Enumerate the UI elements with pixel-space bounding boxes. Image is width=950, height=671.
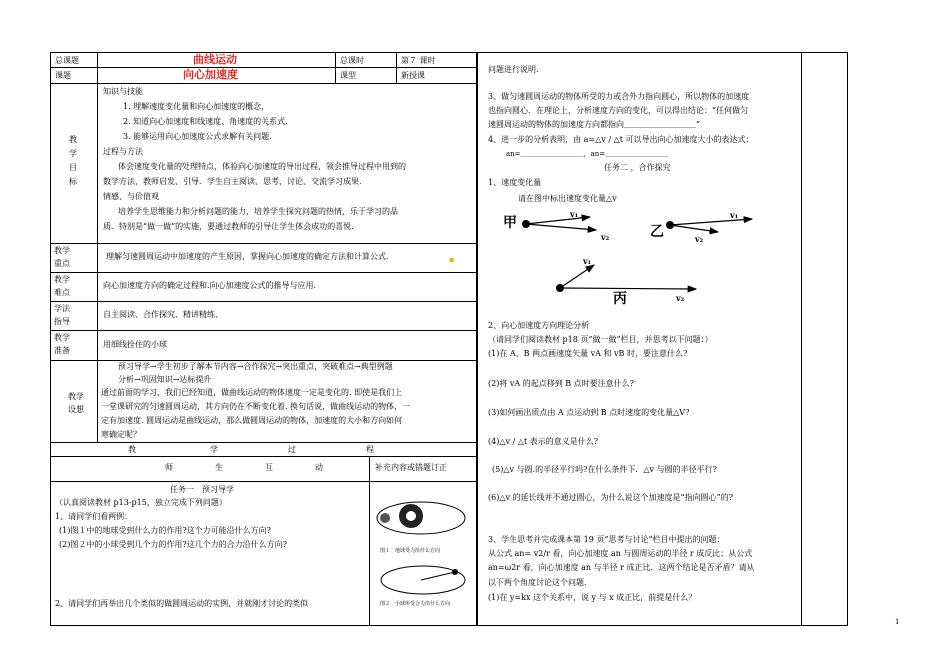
label-jia: 甲 (503, 215, 517, 231)
label-yi: 乙 (650, 224, 664, 240)
label-bing-v1: v₁ (583, 256, 592, 266)
difficulty-text: 向心加速度方向的确定过程和.向心加速度公式的推导与应用. (103, 281, 317, 290)
task1-title: 任务一 预习导学 (170, 485, 234, 494)
notes-header: 补充内容或错题订正 (375, 463, 447, 472)
total-hours-value: 第７ 课时 (401, 56, 436, 65)
key-point-text: 理解匀速圆周运动中加速度的产生原因，掌握向心加速度的确定方法和计算公式． (106, 252, 394, 261)
q1-text: 请在图中标出速度变化量△v (518, 194, 617, 203)
label-lesson-type: 课型 (340, 71, 356, 80)
method-text: 自主阅读、合作探究、精讲精练、 (103, 310, 223, 319)
design-label: 教学 设想 (68, 392, 84, 414)
label-yi-v1: v₁ (730, 210, 739, 220)
task2-title: 任务二 ，合作探究 (604, 163, 671, 172)
page-number: 1 (895, 618, 900, 626)
key-point-label: 教学 重点 (54, 246, 70, 268)
velocity-diagram (500, 205, 760, 315)
lesson-type-value: 新授课 (401, 71, 425, 80)
prep-label: 教学 准备 (54, 333, 70, 355)
ball-icon (452, 569, 458, 575)
prep-text: 用细线拴住的小球 (103, 340, 167, 349)
q1-title: 1、速度变化量 (488, 178, 542, 187)
label-bing-v2: v₂ (676, 293, 685, 303)
label-lesson: 课题 (55, 71, 71, 80)
label-jia-v2: v₂ (601, 232, 610, 242)
marker-dot: ▪ (449, 254, 455, 264)
earth-icon (380, 513, 390, 523)
fig2-caption: 图２ 小球所受合力沿什么方向 (380, 601, 451, 607)
notes-column-divider (801, 52, 802, 626)
label-yi-v2: v₂ (695, 234, 704, 244)
method-label: 学法 指导 (54, 304, 70, 326)
objectives-label: 教 学 目 标 (69, 135, 77, 186)
lesson-title: 向心加速度 (183, 68, 238, 81)
label-jia-v1: v₁ (570, 209, 579, 219)
fig1-caption: 图１ 地球受力沿什么方向 (380, 548, 441, 554)
general-topic-title: 曲线运动 (193, 53, 237, 66)
difficulty-label: 教学 难点 (54, 275, 70, 297)
document-page: 总课题 曲线运动 总课时 第７ 课时 课题 向心加速度 课型 新授课 教 学 目 标 知识与技能 1. 理解速度变化量和向心加速度的概念， 2. 知道向心加速度和线速度、角速度的关系式． 3. 能够运用向心加速度公式求解有关问题. 过程与方法 体会速度变化量的处理特点，体验向心加速度的导出过程，领会推导过程中用到的 数学方法，教师启发、引导．学生自主阅读、思考，讨论、交流学习成果. 情感、与价值观 培养学生思维能力和分析问题的能力，培养学生探究问题的热情，乐于学习的品 质．特别是“做一做”的实施，要通过教师的引导让学生体会成功的喜悦. 教学 重点 理解匀速圆周运动中加速度的产生原因，掌握向心加速度的确定方法和计算公式． ▪ 教学 难点 向心加速度方向的确定过程和.向心加速度公式的推导与应用. 学法 指导 自主阅读、合作探究、精讲精练、 教学 准备 用细线拴住的小球 教学 设想 预习导学→学生初步了解本节内容→合作探究→突出重点，突破难点→典型例题 分析→巩固知识→达标提升 通过前面的学习，我们已经知道，做曲线运动的物体速度一定是变化的. 即使是我们上 一堂课研究的匀速圆周运动，其方向仍在不断变化着. 换句话说，做曲线运动的物体，一 定有加速度. 圆周运动是曲线运动，那么做圆周运动的物体，加速度的大小和方向如何 寒确定呢？ 教 学 过 程 师 生 互 动 补充内容或错题订正 任务一 预习导学 （认真阅读教材 p13-p15，独立完成下列问题） 1、请同学们看两例： (1)图１中的地球受到什么力的作用?这个力可能沿什么方向? (2)图２中的小球受到几个力的作用?这几个力的合力沿什么方向? 2、请同学们再举出几个类似的做圆周运动的实例，并就刚才讨论的类似 图１ 地球受力沿什么方向 图２ 小球所受合力沿什么方向 问题进行说明. 3、做匀速圆周运动的物体所受的力或合外力指向圆心，所以物体的加速度 也指向圆心．在理论上，分析速度方向的变化，可以得出结论：“任何做匀 速圆周运动的物体的加速度方向都指向＿＿＿＿＿＿＿＿＿” 4、进一步的分析表明，由 a=△v / △t 可以导出向心加速度大小的表达式： an=＿＿＿＿＿＿＿＿＿，an=＿＿＿＿＿＿＿＿＿ 任务二 ，合作探究 1、速度变化量 请在图中标出速度变化量△v 甲 v₁ v₂ 乙 v₁ v₂ v₁ 丙 v₂ 2、向心加速度方向理论分析 （请同学们阅读教材 p18 页“做一做”栏目，并思考以下问题：） (1)在 A、B 两点画速度矢量 vA 和 vB 时，要注意什么? (2)将 vA 的起点移到 B 点时要注意什么? (3)如何画出质点由 A 点运动到 B 点时速度的变化量△V? (4)△v / △t 表示的意义是什么? (5)△v 与圆.的半径平行吗?在什么条件下．△v 与圆的半径平行? (6)△v 的延长线并不通过圆心，为什么说这个加速度是“指向圆心”的? 3、学生思考并完成课本第 19 页“思考与讨论”栏目中提出的问题： 从公式 an= v2/r 看，向心加速度 an 与圆周运动的半径 r 成反比；从公式 an=ω2r 看，向心加速度 an 与半径 r 成正比．这两个结论是否矛盾？请从 以下两个角度讨论这个问题． (1)在 y=kx 这个关系中，说 y 与 x 成正比，前提是什么？ 1 (0, 0, 950, 671)
label-general-topic: 总课题 (55, 56, 79, 65)
label-total-hours: 总课时 (340, 56, 364, 65)
label-bing: 丙 (613, 291, 627, 307)
